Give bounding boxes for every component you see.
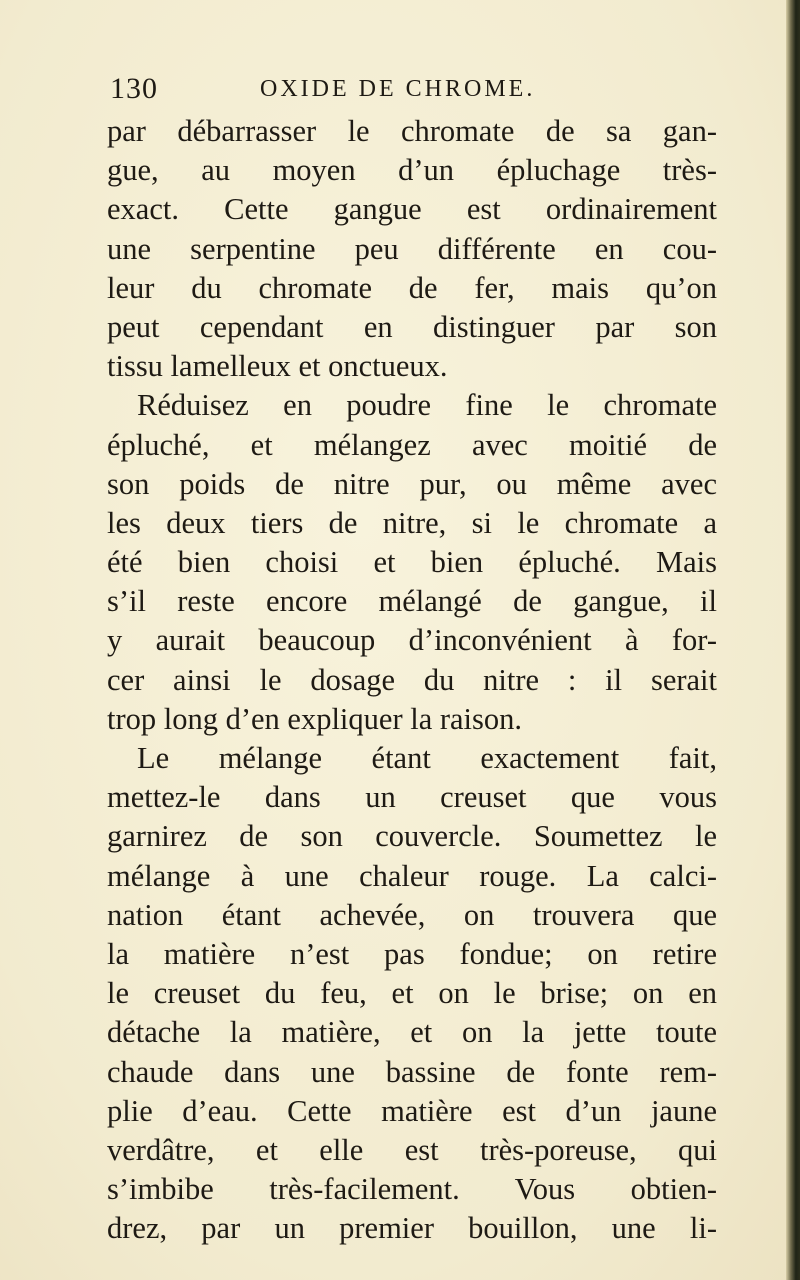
body-text xyxy=(107,112,717,1248)
page-header xyxy=(110,72,710,112)
text-line: nation étant achevée, on trouvera que xyxy=(107,897,717,932)
text-line: été bien choisi et bien épluché. Mais xyxy=(107,545,717,580)
text-line: mélange à une chaleur rouge. La calci- xyxy=(107,858,717,893)
text-line: détache la matière, et on la jette toute xyxy=(107,1015,717,1050)
text-line: verdâtre, et elle est très-poreuse, qui xyxy=(107,1132,717,1167)
text-line: peut cependant en distinguer par son xyxy=(107,309,717,344)
text-line: chaude dans une bassine de fonte rem- xyxy=(107,1054,717,1089)
text-line: Réduisez en poudre fine le chromate xyxy=(137,388,717,423)
text-line: une serpentine peu différente en cou- xyxy=(107,231,717,266)
text-line: leur du chromate de fer, mais qu’on xyxy=(107,270,717,305)
page-number: 130 xyxy=(110,72,158,105)
text-line: mettez-le dans un creuset que vous xyxy=(107,780,717,815)
text-line: la matière n’est pas fondue; on retire xyxy=(107,936,717,971)
text-line: plie d’eau. Cette matière est d’un jaune xyxy=(107,1093,717,1128)
text-line: par débarrasser le chromate de sa gan- xyxy=(107,114,717,148)
text-line: tissu lamelleux et onctueux. xyxy=(107,349,448,384)
text-line: exact. Cette gangue est ordinairement xyxy=(107,192,717,227)
text-line: cer ainsi le dosage du nitre : il serait xyxy=(107,662,717,697)
text-line: Le mélange étant exactement fait, xyxy=(137,741,717,775)
text-line: garnirez de son couvercle. Soumettez le xyxy=(107,819,717,854)
text-line: s’il reste encore mélangé de gangue, il xyxy=(107,584,717,619)
running-title: OXIDE DE CHROME. xyxy=(260,76,536,102)
text-line: y aurait beaucoup d’inconvénient à for- xyxy=(107,623,717,658)
text-line: les deux tiers de nitre, si le chromate a xyxy=(107,505,717,540)
text-line: s’imbibe très-facilement. Vous obtien- xyxy=(107,1172,717,1207)
binding-edge xyxy=(786,0,800,1280)
text-line: gue, au moyen d’un épluchage très- xyxy=(107,153,717,188)
text-line: son poids de nitre pur, ou même avec xyxy=(107,466,717,501)
text-line: le creuset du feu, et on le brise; on en xyxy=(107,976,717,1011)
text-line: trop long d’en expliquer la raison. xyxy=(107,701,523,736)
text-line: épluché, et mélangez avec moitié de xyxy=(107,427,717,462)
text-line: drez, par un premier bouillon, une li- xyxy=(107,1211,717,1246)
